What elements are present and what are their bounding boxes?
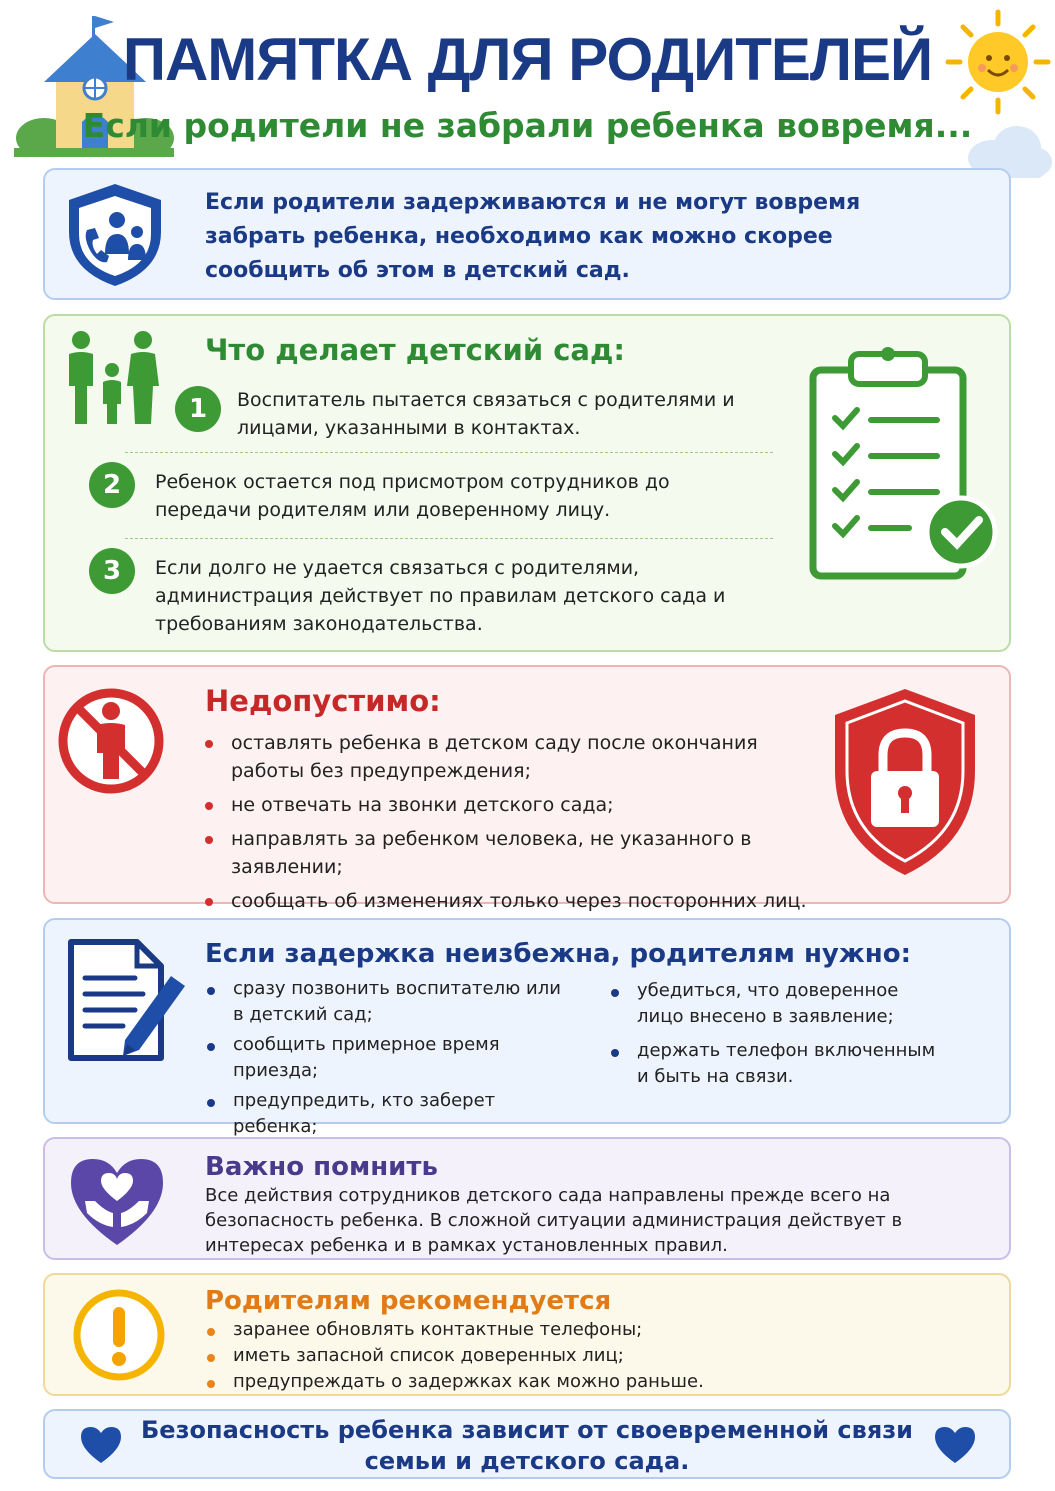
if-delay-right-list — [609, 978, 949, 1090]
sun-icon — [944, 8, 1052, 116]
list-item: направлять за ребенком человека, не указанного в заявлении; — [203, 825, 833, 881]
remember-heading: Важно помнить — [205, 1152, 438, 1182]
notice-card — [43, 168, 1011, 300]
recommended-heading: Родителям рекомендуется — [205, 1286, 612, 1316]
family-icon — [59, 328, 163, 426]
step-number-3: 3 — [89, 548, 135, 594]
list-item: сообщать об изменениях только через посторонних лиц. — [203, 887, 833, 915]
padlock-shield-icon — [831, 685, 979, 879]
step-divider — [125, 538, 773, 539]
exclamation-icon — [71, 1287, 167, 1383]
recommended-list — [205, 1317, 925, 1395]
list-item: убедиться, что доверенное лицо внесено в заявление; — [609, 978, 949, 1030]
list-item: иметь запасной список доверенных лиц; — [205, 1343, 925, 1369]
footer-line-1: Безопасность ребенка зависит от своевременной связи — [141, 1416, 913, 1444]
clipboard-checklist-icon — [809, 342, 1001, 582]
recommended-card — [43, 1273, 1011, 1396]
remember-text: Все действия сотрудников детского сада направлены прежде всего на безопасность ребенка. В сложной ситуации администрация действует в интересах ребенка и в рамках установленных правил. — [205, 1185, 903, 1256]
step-text-1: Воспитатель пытается связаться с родителями и лицами, указанными в контактах. — [237, 389, 735, 439]
prohibited-person-icon — [55, 685, 167, 797]
heart-hands-icon — [65, 1151, 169, 1249]
page-header — [0, 0, 1055, 165]
list-item: оставлять ребенка в детском саду после окончания работы без предупреждения; — [203, 729, 833, 785]
phone-family-shield-icon — [61, 180, 169, 290]
heart-icon — [933, 1425, 977, 1465]
list-item: сразу позвонить воспитателю или в детский сад; — [205, 976, 565, 1028]
not-allowed-card — [43, 665, 1011, 912]
kindergarten-actions-heading: Что делает детский сад: — [205, 333, 626, 367]
list-item: предупредить, кто заберет ребенка; — [205, 1088, 565, 1140]
if-delay-card — [43, 918, 1011, 1137]
not-allowed-heading: Недопустимо: — [205, 684, 441, 718]
remember-card — [43, 1137, 1011, 1260]
document-pen-icon — [65, 936, 191, 1066]
page-title: ПАМЯТКА ДЛЯ РОДИТЕЛЕЙ — [122, 26, 933, 93]
step-text-2: Ребенок остается под присмотром сотрудников до передачи родителям или доверенному лицу. — [155, 471, 670, 521]
if-delay-heading: Если задержка неизбежна, родителям нужно: — [205, 939, 911, 969]
kindergarten-actions-card — [43, 314, 1011, 652]
page-subtitle: Если родители не забрали ребенка вовремя... — [82, 106, 973, 145]
if-delay-left-list — [205, 976, 565, 1140]
footer-card — [43, 1409, 1011, 1479]
list-item: держать телефон включенным и быть на связи. — [609, 1038, 949, 1090]
footer-message — [45, 1415, 1009, 1477]
step-divider — [125, 452, 773, 453]
list-item: заранее обновлять контактные телефоны; — [205, 1317, 925, 1343]
list-item: сообщить примерное время приезда; — [205, 1032, 565, 1084]
notice-text: Если родители задерживаются и не могут вовремя забрать ребенка, необходимо как можно скорее сообщить об этом в детский сад. — [205, 190, 861, 283]
list-item: не отвечать на звонки детского сада; — [203, 791, 833, 819]
footer-line-2: семьи и детского сада. — [364, 1447, 690, 1475]
step-text-3: Если долго не удается связаться с родителями, администрация действует по правилам детского сада и требованиям законодательства. — [155, 557, 726, 635]
not-allowed-list — [203, 729, 833, 915]
step-number-2: 2 — [89, 462, 135, 508]
step-number-1: 1 — [175, 386, 221, 432]
list-item: предупреждать о задержках как можно раньше. — [205, 1369, 925, 1395]
